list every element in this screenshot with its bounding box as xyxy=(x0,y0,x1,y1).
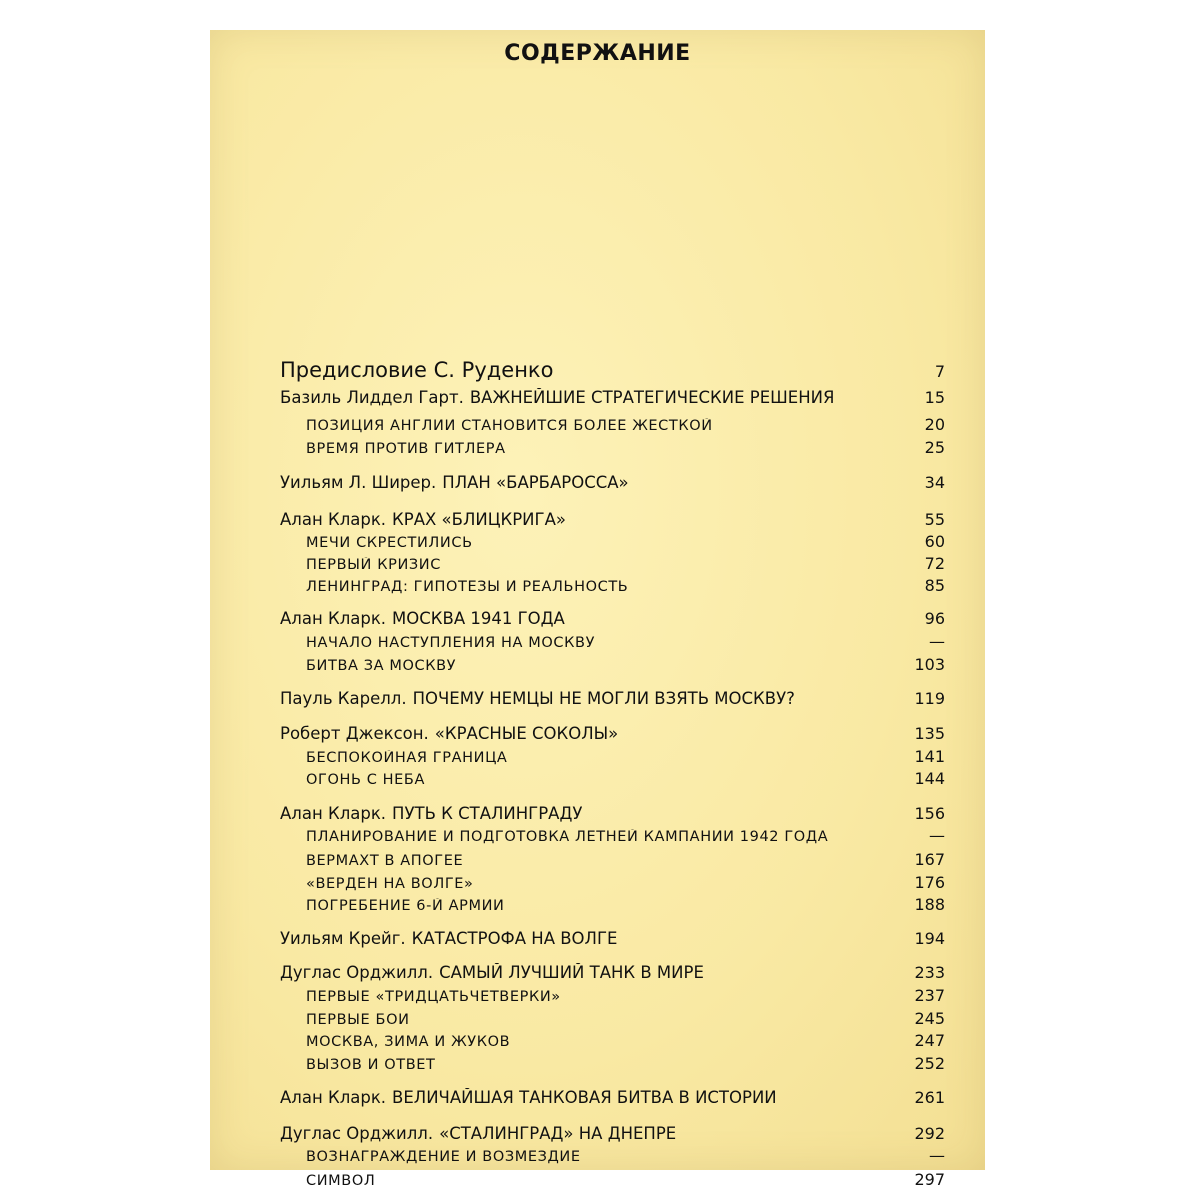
toc-entry xyxy=(280,1124,945,1143)
toc-entry-label xyxy=(280,929,617,948)
toc-entry xyxy=(280,358,945,382)
toc-entry-label xyxy=(306,853,463,869)
toc-entry-page-number: 55 xyxy=(924,510,945,529)
toc-entry xyxy=(280,415,945,434)
toc-entry-author: Базиль Лиддел Гарт. xyxy=(280,388,464,407)
toc-entry-title: ВРЕМЯ ПРОТИВ ГИТЛЕРА xyxy=(306,441,506,457)
toc-entry-title: ПЕРВЫЙ КРИЗИС xyxy=(306,557,441,573)
toc-entry-label xyxy=(306,772,425,788)
toc-entry xyxy=(280,963,945,982)
toc-entry xyxy=(280,1009,945,1028)
toc-entry-author: Дуглас Орджилл. xyxy=(280,963,434,982)
toc-entry-page-number: 25 xyxy=(924,438,945,457)
toc-entry-label xyxy=(306,898,504,914)
toc-entry-title: МОСКВА 1941 ГОДА xyxy=(392,609,565,628)
toc-entry-title: ПУТЬ К СТАЛИНГРАДУ xyxy=(392,804,583,823)
toc-entry xyxy=(280,1146,945,1165)
toc-entry-label xyxy=(306,418,713,434)
toc-entry-title: ВОЗНАГРАЖДЕНИЕ И ВОЗМЕЗДИЕ xyxy=(306,1149,581,1165)
toc-entry-label xyxy=(306,1173,375,1189)
toc-entry xyxy=(280,1031,945,1050)
toc-entry-title: КАТАСТРОФА НА ВОЛГЕ xyxy=(411,929,618,948)
toc-entry-label xyxy=(280,510,566,529)
toc-entry xyxy=(280,1088,945,1107)
toc-entry-label xyxy=(280,388,834,407)
toc-entry-label xyxy=(280,1124,676,1143)
toc-entry xyxy=(280,438,945,457)
toc-entry-label xyxy=(306,557,441,573)
toc-entry-label xyxy=(306,829,828,845)
toc-entry-author: Уильям Л. Ширер. xyxy=(280,473,437,492)
toc-entry-page-number: 60 xyxy=(924,532,945,551)
toc-entry xyxy=(280,510,945,529)
toc-entry-page-number: 15 xyxy=(924,388,945,407)
toc-entry-label xyxy=(306,441,506,457)
toc-entry-label xyxy=(306,876,474,892)
toc-entry-label xyxy=(280,963,704,982)
toc-entry-title: КРАХ «БЛИЦКРИГА» xyxy=(392,510,566,529)
toc-entry-page-number: 144 xyxy=(914,769,945,788)
toc-entry-title: Предисловие С. Руденко xyxy=(280,358,554,382)
toc-entry-title: ПЕРВЫЕ БОИ xyxy=(306,1012,410,1028)
toc-entry-author: Уильям Крейг. xyxy=(280,929,406,948)
toc-entry-title: «ВЕРДЕН НА ВОЛГЕ» xyxy=(306,876,474,892)
book-page xyxy=(210,30,985,1189)
toc-entry-page-number: 292 xyxy=(914,1124,945,1143)
toc-entry-author: Дуглас Орджилл. xyxy=(280,1124,434,1143)
toc-entry-title: ВЕРМАХТ В АПОГЕЕ xyxy=(306,853,464,869)
toc-entry-label xyxy=(306,750,507,766)
toc-entry-title: ОГОНЬ С НЕБА xyxy=(306,772,425,788)
toc-entry xyxy=(280,473,945,492)
toc-entry xyxy=(280,632,945,651)
toc-entry-page-number: 245 xyxy=(914,1009,945,1028)
toc-entry xyxy=(280,1170,945,1189)
toc-entry-label xyxy=(306,535,473,551)
toc-entry-label xyxy=(306,658,456,674)
toc-entry xyxy=(280,1054,945,1073)
toc-entry xyxy=(280,532,945,551)
toc-entry-label xyxy=(306,579,628,595)
toc-entry-label xyxy=(280,724,618,743)
toc-entry-title: «СТАЛИНГРАД» НА ДНЕПРЕ xyxy=(439,1124,677,1143)
toc-entry-title: БИТВА ЗА МОСКВУ xyxy=(306,658,457,674)
toc-entry-author: Роберт Джексон. xyxy=(280,724,429,743)
toc-entry xyxy=(280,804,945,823)
toc-entry-author: Пауль Карелл. xyxy=(280,689,407,708)
toc-entry-author: Алан Кларк. xyxy=(280,609,387,628)
toc-entry-author: Алан Кларк. xyxy=(280,1088,387,1107)
toc-entry-label xyxy=(306,989,561,1005)
toc-entry xyxy=(280,769,945,788)
toc-entry-author: Алан Кларк. xyxy=(280,804,387,823)
toc-entry xyxy=(280,576,945,595)
toc-entry xyxy=(280,724,945,743)
toc-entry xyxy=(280,895,945,914)
toc-entry-page-number: 237 xyxy=(914,986,945,1005)
toc-entry-title: САМЫЙ ЛУЧШИЙ ТАНК В МИРЕ xyxy=(439,963,704,982)
toc-entry xyxy=(280,388,945,407)
page-title: СОДЕРЖАНИЕ xyxy=(504,41,691,66)
toc-entry-title: ПЛАНИРОВАНИЕ И ПОДГОТОВКА ЛЕТНЕЙ КАМПАНИИ 1942 ГОДА xyxy=(306,829,829,845)
toc-entry-page-number: — xyxy=(929,1146,945,1165)
toc-entry-page-number: 188 xyxy=(914,895,945,914)
toc-entry-label xyxy=(306,1057,436,1073)
toc-entry-author: Алан Кларк. xyxy=(280,510,387,529)
toc-entry-page-number: 103 xyxy=(914,655,945,674)
toc-entry xyxy=(280,554,945,573)
toc-entry-title: ВЫЗОВ И ОТВЕТ xyxy=(306,1057,436,1073)
toc-entry-title: ВЕЛИЧАЙШАЯ ТАНКОВАЯ БИТВА В ИСТОРИИ xyxy=(392,1088,777,1107)
toc-entry-page-number: 297 xyxy=(914,1170,945,1189)
toc-entry-label xyxy=(280,609,565,628)
toc-entry xyxy=(280,689,945,708)
toc-entry-title: ВАЖНЕЙШИЕ СТРАТЕГИЧЕСКИЕ РЕШЕНИЯ xyxy=(469,388,835,407)
toc-entry xyxy=(280,655,945,674)
toc-entry xyxy=(280,986,945,1005)
toc-entry xyxy=(280,873,945,892)
toc-entry-title: НАЧАЛО НАСТУПЛЕНИЯ НА МОСКВУ xyxy=(306,635,596,651)
toc-entry-page-number: 141 xyxy=(914,747,945,766)
toc-entry-label xyxy=(306,1149,581,1165)
toc-entry-page-number: 194 xyxy=(914,929,945,948)
toc-entry-label xyxy=(280,473,629,492)
toc-entry-page-number: 261 xyxy=(914,1088,945,1107)
toc-entry-title: ПОГРЕБЕНИЕ 6-Й АРМИИ xyxy=(306,898,505,914)
toc-entry-page-number: 72 xyxy=(924,554,945,573)
toc-entry-title: ПОЗИЦИЯ АНГЛИИ СТАНОВИТСЯ БОЛЕЕ ЖЕСТКОЙ xyxy=(306,418,713,434)
toc-entry xyxy=(280,929,945,948)
toc-entry-page-number: 85 xyxy=(924,576,945,595)
toc-entry xyxy=(280,609,945,628)
toc-entry-label xyxy=(306,1034,510,1050)
toc-entry xyxy=(280,850,945,869)
toc-entry-title: ПОЧЕМУ НЕМЦЫ НЕ МОГЛИ ВЗЯТЬ МОСКВУ? xyxy=(412,689,795,708)
toc-entry xyxy=(280,826,945,845)
toc-entry-label xyxy=(280,1088,777,1107)
toc-entry-title: МОСКВА, ЗИМА И ЖУКОВ xyxy=(306,1034,511,1050)
toc-entry-title: СИМВОЛ xyxy=(306,1173,376,1189)
toc-entry-page-number: 34 xyxy=(924,473,945,492)
toc-entry-label xyxy=(306,1012,410,1028)
toc-entry-title: БЕСПОКОЙНАЯ ГРАНИЦА xyxy=(306,750,508,766)
toc-entry-page-number: 7 xyxy=(934,362,945,381)
toc-entry-title: «КРАСНЫЕ СОКОЛЫ» xyxy=(434,724,619,743)
toc-entry-page-number: 176 xyxy=(914,873,945,892)
toc-entry-page-number: 119 xyxy=(914,689,945,708)
toc-entry-title: ЛЕНИНГРАД: ГИПОТЕЗЫ И РЕАЛЬНОСТЬ xyxy=(306,579,629,595)
toc-entry-title: ПЛАН «БАРБАРОССА» xyxy=(442,473,629,492)
toc-entry-page-number: — xyxy=(929,632,945,651)
toc-entry-page-number: 96 xyxy=(924,609,945,628)
toc-entry-label xyxy=(280,689,795,708)
toc-entry-title: ПЕРВЫЕ «ТРИДЦАТЬЧЕТВЕРКИ» xyxy=(306,989,561,1005)
toc-entry-label xyxy=(280,358,553,382)
toc-entry-page-number: — xyxy=(929,826,945,845)
toc-entry-page-number: 156 xyxy=(914,804,945,823)
toc-entry-page-number: 233 xyxy=(914,963,945,982)
toc-entry-page-number: 167 xyxy=(914,850,945,869)
toc-entry-page-number: 20 xyxy=(924,415,945,434)
toc-entry xyxy=(280,747,945,766)
toc-entry-page-number: 247 xyxy=(914,1031,945,1050)
toc-entry-label xyxy=(280,804,582,823)
toc-entry-title: МЕЧИ СКРЕСТИЛИСЬ xyxy=(306,535,473,551)
toc-entry-page-number: 135 xyxy=(914,724,945,743)
toc-entry-page-number: 252 xyxy=(914,1054,945,1073)
toc-entry-label xyxy=(306,635,595,651)
